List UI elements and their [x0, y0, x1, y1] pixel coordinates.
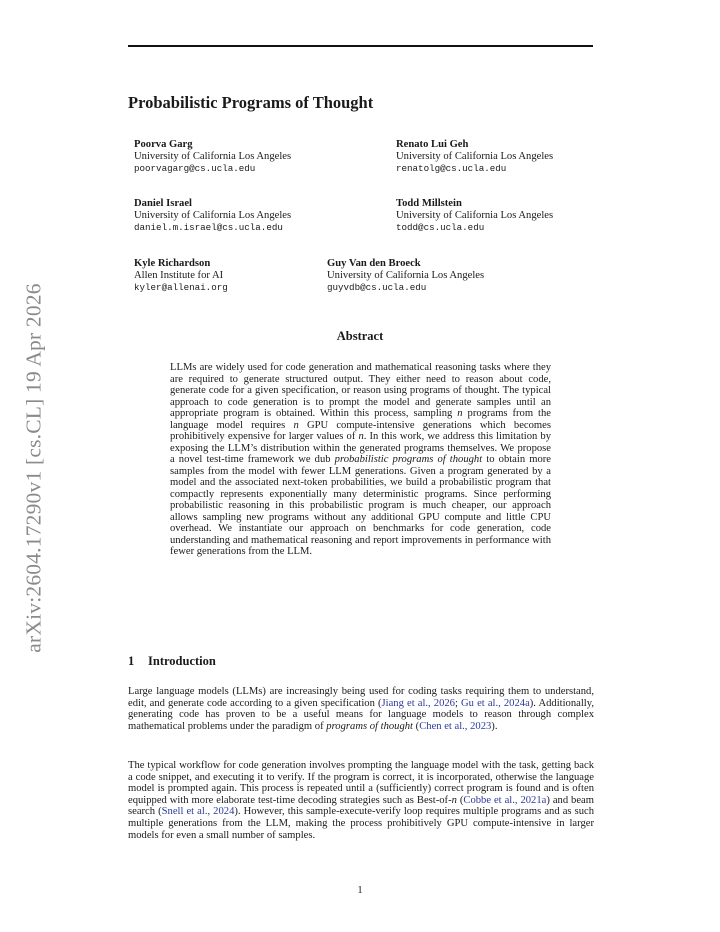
- section-number: 1: [128, 654, 135, 668]
- abstract-fragment: . In this work, we address this limitation by exposing the LLM’s distribution within the generated programs themselves. We propose a novel test-time framework we dub: [170, 431, 551, 465]
- author-name: Kyle Richardson: [134, 258, 211, 269]
- arxiv-stamp-text: arXiv:2604.17290v1 [cs.CL] 19 Apr 2026: [21, 283, 46, 653]
- citation-link[interactable]: Jiang et al., 2026: [381, 697, 455, 709]
- text-fragment: ).: [491, 720, 498, 732]
- author-email: todd@cs.ucla.edu: [396, 222, 485, 233]
- author-name: Renato Lui Geh: [396, 139, 469, 150]
- text-fragment: Large language models (LLMs) are increasingly being used for coding tasks requiring them to understand, edit, and generate code according to a given specification (: [128, 686, 594, 709]
- section-title: Introduction: [148, 654, 216, 668]
- math-variable: n: [293, 419, 299, 431]
- author-email: renatolg@cs.ucla.edu: [396, 163, 507, 174]
- author-block: [134, 198, 291, 234]
- author-block: [396, 198, 553, 234]
- math-variable: n: [451, 794, 457, 806]
- author-block: [134, 139, 291, 175]
- abstract-fragment: GPU compute-intensive generations which becomes prohibitively expensive for larger values of: [170, 419, 551, 442]
- author-affiliation: University of California Los Angeles: [134, 210, 292, 221]
- author-name: Todd Millstein: [396, 198, 462, 209]
- author-affiliation: University of California Los Angeles: [396, 151, 554, 162]
- text-fragment: ). Additionally, generating code has proven to be a useful means for language models to reason through complex mathematical problems under the paradigm of: [128, 697, 594, 732]
- math-variable: n: [457, 408, 463, 419]
- text-fragment: (: [456, 794, 464, 806]
- page-number: 1: [357, 885, 363, 896]
- math-variable: n: [358, 431, 364, 442]
- intro-paragraph: [128, 686, 594, 732]
- abstract-heading: Abstract: [336, 329, 384, 343]
- author-affiliation: University of California Los Angeles: [134, 151, 292, 162]
- author-email: daniel.m.israel@cs.ucla.edu: [134, 222, 283, 233]
- author-affiliation: Allen Institute for AI: [134, 270, 224, 281]
- citation-link[interactable]: Chen et al., 2023: [419, 720, 492, 732]
- author-name: Poorva Garg: [134, 139, 193, 150]
- abstract-fragment: programs from the language model requires: [170, 408, 551, 431]
- text-fragment: ). However, this sample-execute-verify loop requires multiple programs and as such multiple generations from the LLM, making the process prohibitively GPU compute-intensive in larger models for even a small number of samples.: [128, 806, 594, 841]
- citation-link[interactable]: Snell et al., 2024: [161, 806, 235, 818]
- emphasis-term: probabilistic programs of thought: [334, 454, 483, 465]
- author-email: kyler@allenai.org: [134, 282, 228, 293]
- emphasis-term: programs of thought: [326, 720, 414, 732]
- author-name: Daniel Israel: [134, 198, 192, 209]
- author-affiliation: University of California Los Angeles: [327, 270, 485, 281]
- abstract-fragment: LLMs are widely used for code generation and mathematical reasoning tasks where they are required to generate structured output. They either need to reason about code, generate code for a given specification, or reason using programs of thought. The typical approach to code generation is to prompt the model and generate samples until an appropriate program is obtained. Within this process, sampling: [170, 362, 551, 419]
- author-email: poorvagarg@cs.ucla.edu: [134, 163, 256, 174]
- abstract-text: [170, 362, 551, 558]
- intro-paragraph: [128, 760, 594, 841]
- author-affiliation: University of California Los Angeles: [396, 210, 554, 221]
- citation-link[interactable]: Cobbe et al., 2021a: [463, 794, 547, 806]
- paper-title: Probabilistic Programs of Thought: [128, 93, 374, 112]
- text-fragment: (: [413, 720, 420, 732]
- text-fragment: ) and beam search (: [128, 794, 594, 818]
- abstract-fragment: to obtain more samples from the model with fewer LLM generations. Given a program generated by a model and the associated next-token probabilities, we build a probabilistic program that compactly represents exponentially many deterministic programs. Since performing probabilistic reasoning in this probabilistic program is much cheaper, our approach allows sampling new programs without any additional GPU compute and little CPU overhead. We instantiate our approach on benchmarks for code generation, code understanding and mathematical reasoning and report improvements in performance with fewer generations from the LLM.: [170, 454, 551, 557]
- author-block: [134, 258, 228, 294]
- top-rule: [128, 45, 593, 47]
- author-name: Guy Van den Broeck: [327, 258, 421, 269]
- citation-link[interactable]: Gu et al., 2024a: [461, 697, 530, 709]
- text-fragment: ;: [454, 697, 462, 709]
- section-heading: [128, 654, 216, 669]
- author-block: [396, 139, 553, 175]
- text-fragment: The typical workflow for code generation involves prompting the language model with the task, getting back a code snippet, and executing it to verify. If the program is correct, it is incorporated, otherwise the language model is prompted again. This process is repeated until a (sufficiently) correct program is found and is often equipped with more elaborate test-time decoding strategies such as Best-of-: [128, 760, 594, 806]
- author-block: [327, 258, 484, 294]
- author-email: guyvdb@cs.ucla.edu: [327, 282, 427, 293]
